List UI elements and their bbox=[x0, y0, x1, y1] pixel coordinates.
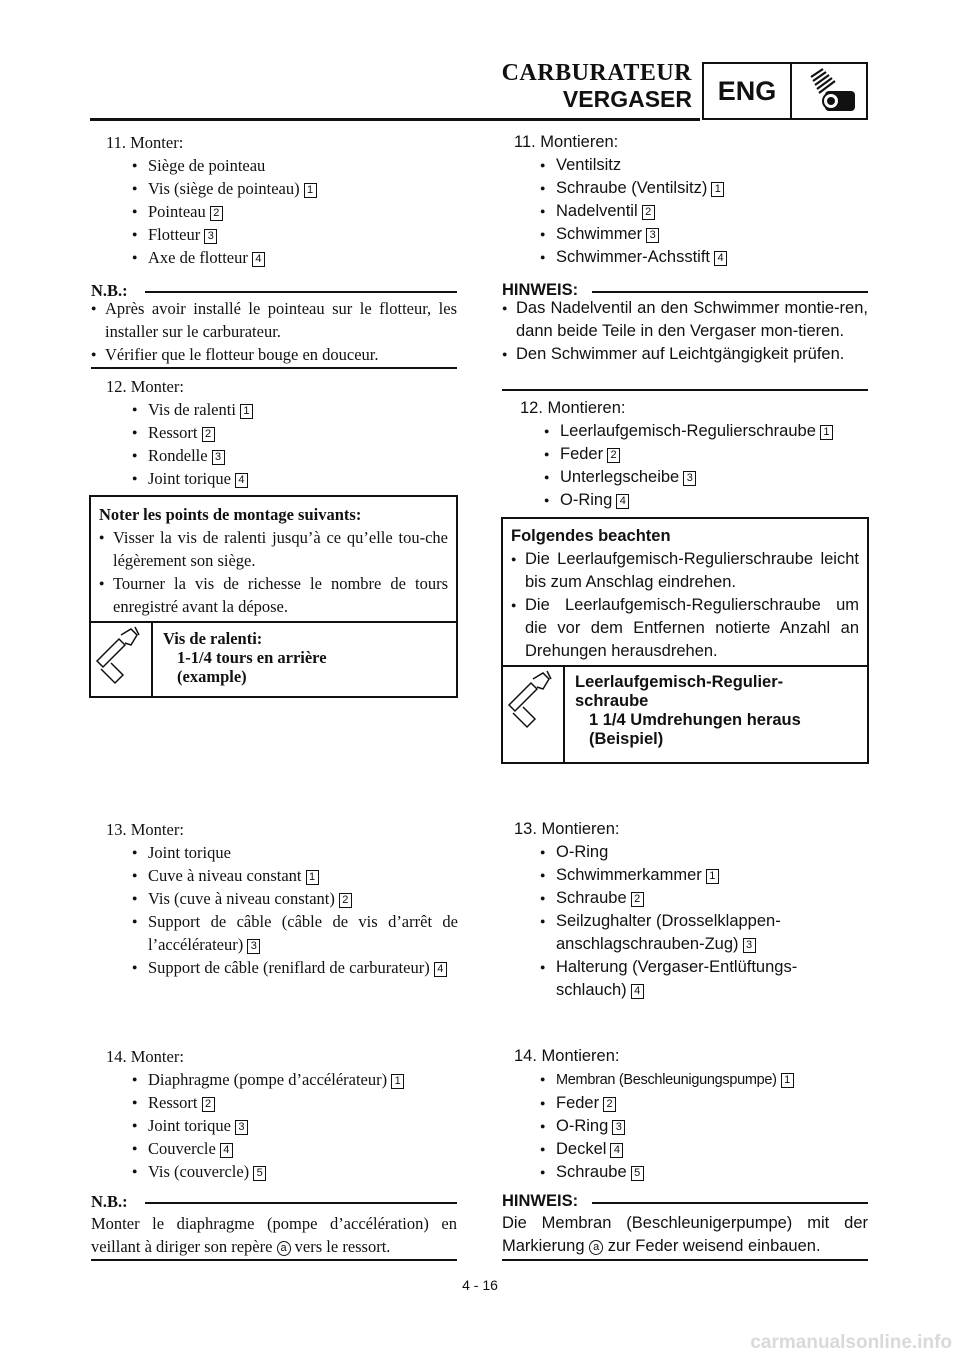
list-item: ● Schwimmerkammer 1 bbox=[540, 864, 840, 887]
divider bbox=[592, 1202, 868, 1204]
spec-note: (Beispiel) bbox=[589, 730, 664, 748]
list-item: ● Vis (cuve à niveau constant) 2 bbox=[132, 887, 458, 910]
step-11-heading: 11. Montieren: bbox=[514, 133, 619, 151]
list-item: ● Support de câble (reniflard de carburateur) 4 bbox=[132, 956, 458, 979]
list-item: ● Joint torique 3 bbox=[132, 1114, 462, 1137]
list-item: ● Support de câble (câble de vis d’arrêt de l’accélérateur) 3 bbox=[132, 910, 458, 956]
note-label: N.B.: bbox=[91, 281, 128, 300]
list-item: ● Ressort 2 bbox=[132, 421, 462, 444]
spec-label: Vis de ralenti: bbox=[163, 629, 263, 648]
spec-value: 1-1/4 tours en arrière bbox=[177, 648, 327, 667]
header-title-de: VERGASER bbox=[562, 86, 692, 112]
section-badge bbox=[702, 62, 868, 120]
list-item: ● Tourner la vis de richesse le nombre de tours enregistré avant la dépose. bbox=[99, 572, 448, 618]
step-14-heading: 14. Monter: bbox=[106, 1047, 184, 1066]
list-item: ● Membran (Beschleunigungspumpe) 1 bbox=[540, 1068, 870, 1092]
notice-title: Noter les points de montage suivants: bbox=[99, 505, 362, 524]
notice-list bbox=[99, 526, 448, 618]
note-label: HINWEIS: bbox=[502, 281, 579, 299]
list-item: ● Seilzughalter (Drosselklappen-anschlagschrauben-Zug) 3 bbox=[540, 910, 800, 956]
list-item: ● Vis (siège de pointeau) 1 bbox=[132, 177, 462, 200]
divider bbox=[145, 1202, 457, 1204]
list-item: ● Feder 2 bbox=[544, 443, 874, 466]
list-item: ● O-Ring 4 bbox=[544, 489, 874, 512]
list-item: ● Vérifier que le flotteur bouge en douceur. bbox=[91, 343, 457, 366]
list-item: ● Schwimmer 3 bbox=[540, 223, 870, 246]
list-item: ● Diaphragme (pompe d’accélérateur) 1 bbox=[132, 1068, 462, 1091]
list-item: ● Nadelventil 2 bbox=[540, 200, 870, 223]
step-13-heading: 13. Montieren: bbox=[514, 820, 620, 838]
page-number: 4 - 16 bbox=[462, 1277, 498, 1293]
step-11-heading: 11. Monter: bbox=[106, 133, 184, 152]
list-item: ● Leerlaufgemisch-Regulierschraube 1 bbox=[544, 420, 874, 443]
note-label: N.B.: bbox=[91, 1192, 128, 1211]
step-12-heading: 12. Monter: bbox=[106, 377, 184, 396]
step-13-heading: 13. Monter: bbox=[106, 820, 184, 839]
note-text: Die Membran (Beschleunigerpumpe) mit der Markierung a zur Feder weisend einbauen. bbox=[502, 1214, 868, 1255]
notice-list bbox=[511, 548, 859, 663]
list-item: ● Après avoir installé le pointeau sur le flotteur, les installer sur le carburateur. bbox=[91, 297, 457, 343]
engine-icon bbox=[792, 64, 866, 118]
spec-value: 1 1/4 Umdrehungen heraus bbox=[589, 711, 801, 729]
list-item: ● Schraube 5 bbox=[540, 1161, 870, 1184]
spec-label: schraube bbox=[575, 692, 649, 710]
step-12-list bbox=[132, 398, 462, 490]
step-14-heading: 14. Montieren: bbox=[514, 1047, 620, 1065]
notice-title: Folgendes beachten bbox=[511, 527, 671, 545]
list-item: ● Feder 2 bbox=[540, 1092, 870, 1115]
notice-box bbox=[501, 517, 869, 764]
list-item: ● Rondelle 3 bbox=[132, 444, 462, 467]
note-list bbox=[502, 297, 868, 366]
step-14-list bbox=[132, 1068, 462, 1183]
list-item: ● Axe de flotteur 4 bbox=[132, 246, 462, 269]
divider bbox=[502, 1259, 868, 1261]
list-item: ● Vis (couvercle) 5 bbox=[132, 1160, 462, 1183]
step-11-list bbox=[540, 154, 870, 269]
divider bbox=[592, 291, 868, 293]
list-item: ● Das Nadelventil an den Schwimmer montie-ren, dann beide Teile in den Vergaser mon-tieren. bbox=[502, 297, 868, 343]
divider bbox=[145, 291, 457, 293]
step-14-list bbox=[540, 1068, 870, 1184]
list-item: ● Vis de ralenti 1 bbox=[132, 398, 462, 421]
list-item: ● Siège de pointeau bbox=[132, 154, 462, 177]
spec-note: (example) bbox=[177, 667, 247, 686]
wrench-icon bbox=[503, 667, 565, 762]
divider bbox=[91, 1259, 457, 1261]
list-item: ● O-Ring 3 bbox=[540, 1115, 870, 1138]
step-11-list bbox=[132, 154, 462, 269]
list-item: ● Joint torique 4 bbox=[132, 467, 462, 490]
spec-label: Leerlaufgemisch-Regulier- bbox=[575, 673, 784, 691]
list-item: ● Schwimmer-Achsstift 4 bbox=[540, 246, 870, 269]
header-title-fr: CARBURATEUR bbox=[501, 60, 692, 86]
list-item: ● Den Schwimmer auf Leichtgängigkeit prüfen. bbox=[502, 343, 868, 366]
list-item: ● Schraube (Ventilsitz) 1 bbox=[540, 177, 870, 200]
divider bbox=[502, 389, 868, 391]
header-rule bbox=[90, 118, 700, 121]
list-item: ● Die Leerlaufgemisch-Regulierschraube leicht bis zum Anschlag eindrehen. bbox=[511, 548, 859, 594]
list-item: ● Ventilsitz bbox=[540, 154, 870, 177]
notice-box bbox=[89, 495, 458, 698]
note-text: Monter le diaphragme (pompe d’accélération) en veillant à diriger son repère a vers le ressort. bbox=[91, 1214, 457, 1256]
list-item: ● Unterlegscheibe 3 bbox=[544, 466, 874, 489]
list-item: ● Ressort 2 bbox=[132, 1091, 462, 1114]
step-13-list bbox=[540, 841, 840, 1002]
list-item: ● Visser la vis de ralenti jusqu’à ce qu’elle tou-che légèrement son siège. bbox=[99, 526, 448, 572]
list-item: ● Flotteur 3 bbox=[132, 223, 462, 246]
list-item: ● Joint torique bbox=[132, 841, 458, 864]
section-label: ENG bbox=[704, 64, 792, 118]
list-item: ● O-Ring bbox=[540, 841, 840, 864]
list-item: ● Pointeau 2 bbox=[132, 200, 462, 223]
step-13-list bbox=[132, 841, 458, 979]
list-item: ● Schraube 2 bbox=[540, 887, 840, 910]
note-label: HINWEIS: bbox=[502, 1192, 579, 1210]
list-item: ● Halterung (Vergaser-Entlüftungs-schlauch) 4 bbox=[540, 956, 810, 1002]
wrench-icon bbox=[91, 623, 153, 696]
watermark: carmanualsonline.info bbox=[750, 1332, 952, 1353]
step-12-heading: 12. Montieren: bbox=[520, 399, 626, 417]
list-item: ● Cuve à niveau constant 1 bbox=[132, 864, 458, 887]
list-item: ● Deckel 4 bbox=[540, 1138, 870, 1161]
step-12-list bbox=[544, 420, 874, 512]
note-list bbox=[91, 297, 457, 366]
list-item: ● Die Leerlaufgemisch-Regulierschraube um die vor dem Entfernen notierte Anzahl an Drehungen herausdrehen. bbox=[511, 594, 859, 663]
list-item: ● Couvercle 4 bbox=[132, 1137, 462, 1160]
divider bbox=[91, 367, 457, 369]
